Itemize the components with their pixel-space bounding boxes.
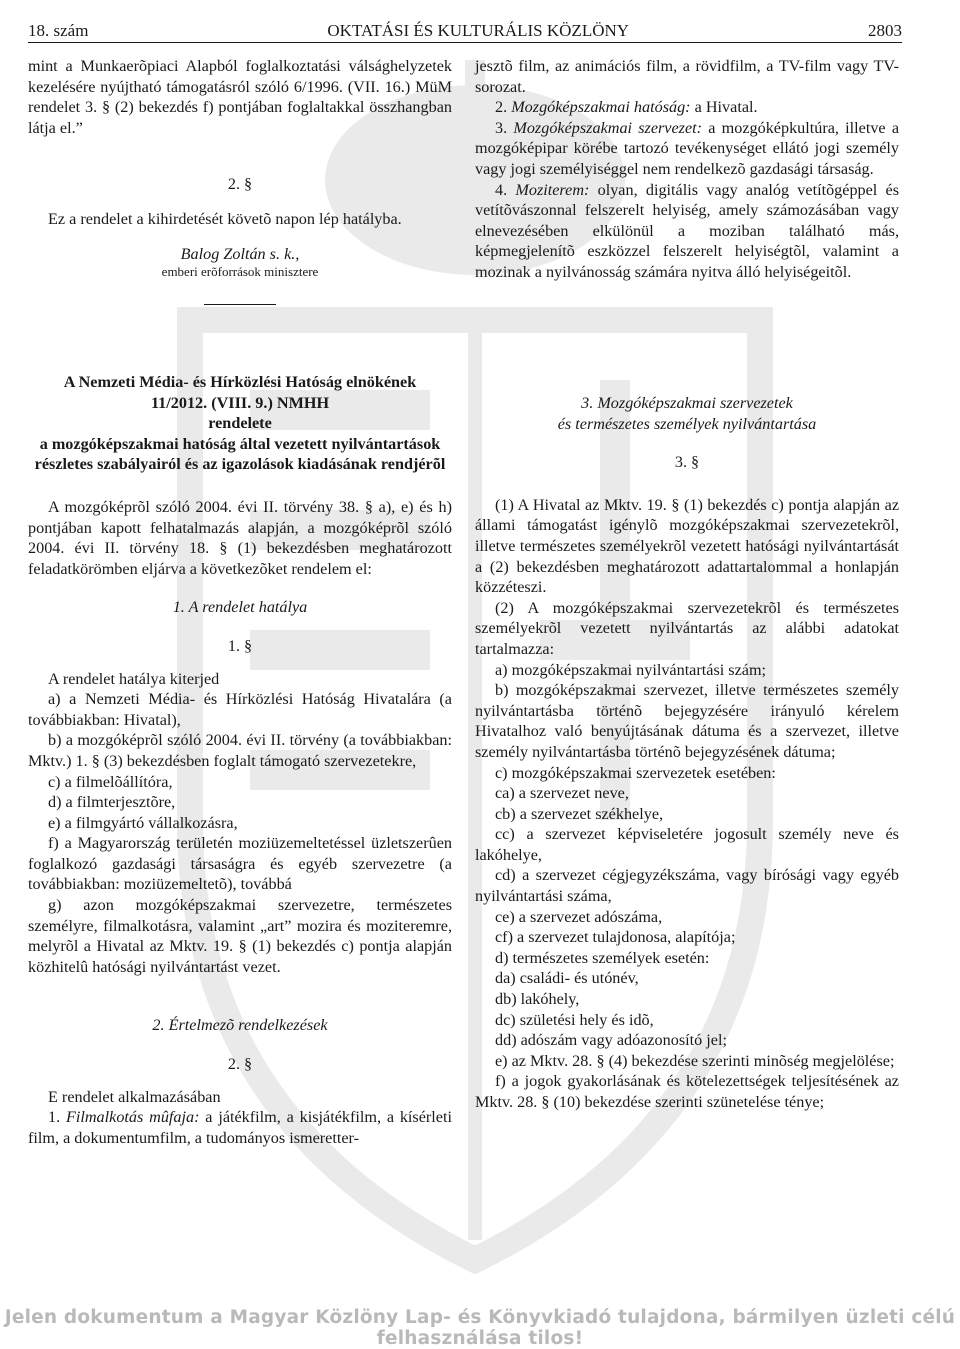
chapter-3-title-line-2: és természetes személyek nyilvántartása <box>557 414 817 433</box>
definition-3 <box>475 118 899 180</box>
definition-3-text: a mozgóképkultúra, illetve a mozgóképipar körébe tartozó tevékenységet ellátó jogi személy vagy jogi személyiséggel nem rendelkezõ gazdasági társaság. <box>475 118 900 178</box>
page-header <box>28 14 902 43</box>
section-1-heading: 1. § <box>227 636 253 655</box>
definition-continuation: jesztõ film, az animációs film, a rövidfilm, a TV-film vagy TV-sorozat. <box>475 57 899 96</box>
signer-title: emberi erõforrások minisztere <box>161 264 319 280</box>
section-3-item-cd: cd) a szervezet cégjegyzékszáma, vagy bírósági vagy egyéb nyilvántartási száma, <box>475 866 899 906</box>
definition-4-text: olyan, digitális vagy analóg vetítõgéppel és vetítõvászonnal felszerelt helyiség, amely számozásában vagy elnevezésében elkülönül a moziban található más, képmegjelenítõ eszközzel felszerelt helyiségtõl, valamint a mozinak a nyilvánosság számára nyitva álló helyiségeitõl. <box>475 180 900 281</box>
definition-4-term: Moziterem: <box>515 180 590 199</box>
page-number: 2803 <box>868 21 902 41</box>
definition-1-number: 1. <box>48 1108 66 1127</box>
separator-rule <box>204 304 276 305</box>
definition-2-text: a Hivatal. <box>690 98 758 117</box>
section-2-heading: 2. § <box>227 1055 253 1074</box>
section-3-item-dd: dd) adószám vagy adóazonosító jel; <box>495 1031 727 1050</box>
section-1-item-c: c) a filmelõállítóra, <box>48 772 173 791</box>
decree-title-line-1: A Nemzeti Média- és Hírközlési Hatóság elnökének <box>63 373 417 391</box>
section-3-item-b: b) mozgóképszakmai szervezet, illetve természetes személy nyilvántartásba történõ bejegyzésére irányuló kérelem Hivatalhoz való benyújtásának dátuma és a szervezet, illetve személy nyilvántartásba történõ bejegyzésének dátuma; <box>475 681 899 761</box>
journal-title: OKTATÁSI ÉS KULTURÁLIS KÖZLÖNY <box>327 21 630 41</box>
section-1-intro: A rendelet hatálya kiterjed <box>48 669 220 688</box>
section-3-item-cc: cc) a szervezet képviseletére jogosult személy neve és lakóhelye, <box>475 825 899 864</box>
section-3-item-cb: cb) a szervezet székhelye, <box>495 804 664 823</box>
section-1-item-e: e) a filmgyártó vállalkozásra, <box>48 813 238 832</box>
chapter-2-title: 2. Értelmezõ rendelkezések <box>152 1016 328 1035</box>
section-3-paragraph-1: (1) A Hivatal az Mktv. 19. § (1) bekezdés c) pontja alapján az állami támogatást igénylõ mozgóképszakmai szervezetekrõl, illetve természetes személyekrõl vezetett hatósági nyilvántartását a (2) bekezdésben meghatározott adattartalommal a honlapján közzéteszi. <box>475 495 899 597</box>
section-3-item-c: c) mozgóképszakmai szervezetek esetében: <box>495 763 776 782</box>
section-3-heading: 3. § <box>674 453 700 472</box>
section-3-paragraph-2: (2) A mozgóképszakmai szervezetekrõl és természetes személyekrõl vezetett nyilvántartás az alábbi adatokat tartalmazza: <box>475 598 899 658</box>
right-column-top <box>475 56 899 283</box>
definition-2-number: 2. <box>495 98 512 117</box>
chapter-3-title-line-1: 3. Mozgóképszakmai szervezetek <box>581 394 793 412</box>
entry-into-force-text: Ez a rendelet a kihirdetését követõ napon lép hatályba. <box>48 209 402 228</box>
decree-title-line-2: 11/2012. (VIII. 9.) NMHH <box>150 393 330 412</box>
section-1-item-g: g) azon mozgóképszakmai szervezetre, természetes személyre, filmalkotásra, valamint „art” mozira és moziteremre, melyrõl a Hivatal az Mktv. 19. § (1) bekezdés c) pontja alapján közhitelû hatósági nyilvántartást vezet. <box>28 896 452 976</box>
decree-title-line-4: a mozgóképszakmai hatóság által vezetett nyilvántartások részletes szabályairól és az igazolások kiadásának rendjérõl <box>34 434 446 474</box>
right-column-decree <box>475 393 899 1113</box>
section-1-item-a: a) a Nemzeti Média- és Hírközlési Hatóság Hivatalára (a továbbiakban: Hivatal), <box>28 690 452 729</box>
section-3-item-d: d) természetes személyek esetén: <box>495 948 710 967</box>
section-3-item-db: db) lakóhely, <box>495 990 580 1009</box>
section-heading: 2. § <box>227 175 253 194</box>
section-3-item-ce: ce) a szervezet adószáma, <box>495 907 663 926</box>
continuation-paragraph: mint a Munkaerõpiaci Alapból foglalkoztatási válsághelyzetek kezelésére nyújtható támogatásról szóló 6/1996. (VII. 16.) MüM rendelet 3. § (2) bekezdés f) pontjában foglaltakkal összhangban látja el.” <box>28 57 452 137</box>
issue-number: 18. szám <box>28 21 89 41</box>
section-3-item-e: e) az Mktv. 28. § (4) bekezdése szerinti minõség megjelölése; <box>495 1051 895 1070</box>
section-3-item-a: a) mozgóképszakmai nyilvántartási szám; <box>495 660 767 679</box>
definition-3-term: Mozgóképszakmai szervezet: <box>513 118 703 137</box>
section-3-item-cf: cf) a szervezet tulajdonosa, alapítója; <box>495 928 736 947</box>
section-1-item-d: d) a filmterjesztõre, <box>48 793 176 812</box>
definition-2-term: Mozgóképszakmai hatóság: <box>511 98 691 117</box>
decree-preamble: A mozgóképrõl szóló 2004. évi II. törvény 38. § a), e) és h) pontjában kapott felhatalmazás alapján, a mozgóképrõl szóló 2004. évi II. törvény 18. § (1) bekezdésben meghatározott feladatkörömben eljárva a következõket rendelem el: <box>28 497 452 578</box>
definition-1-term: Filmalkotás mûfaja: <box>65 1108 200 1127</box>
section-2-intro: E rendelet alkalmazásában <box>48 1087 221 1106</box>
section-1-item-f: f) a Magyarország területén moziüzemeltetéssel üzletszerûen foglalkozó gazdasági társaságra és egyéb szervezetre (a továbbiakban: moziüzemeltetõ), továbbá <box>28 834 452 894</box>
definition-4 <box>475 180 899 283</box>
section-3-item-f: f) a jogok gyakorlásának és kötelezettségek teljesítésének az Mktv. 28. § (10) bekezdése szerinti szünetelése ténye; <box>475 1072 899 1111</box>
left-column-top <box>28 56 452 305</box>
definition-3-number: 3. <box>495 118 514 137</box>
chapter-1-title: 1. A rendelet hatálya <box>172 598 308 617</box>
decree-title-line-3: rendelete <box>208 414 272 433</box>
section-3-item-dc: dc) születési hely és idõ, <box>495 1010 654 1029</box>
section-2-definition-1 <box>28 1107 452 1148</box>
definition-2 <box>475 97 899 118</box>
footer-watermark-text: Jelen dokumentum a Magyar Közlöny Lap- és Könyvkiadó tulajdona, bármilyen üzleti célú felhasználása tilos! <box>4 1307 956 1349</box>
signer-name: Balog Zoltán s. k., <box>180 244 300 263</box>
section-1-item-b: b) a mozgóképrõl szóló 2004. évi II. törvény (a továbbiakban: Mktv.) 1. § (3) bekezdésben foglalt támogató szervezetekre, <box>28 731 452 770</box>
definition-1-text: a játékfilm, a kisjátékfilm, a kísérleti film, a dokumentumfilm, a tudományos ismeretter- <box>28 1108 452 1147</box>
section-3-item-ca: ca) a szervezet neve, <box>495 784 629 803</box>
left-column-decree <box>28 372 452 1148</box>
definition-4-number: 4. <box>495 180 516 199</box>
section-3-item-da: da) családi- és utónév, <box>495 969 639 988</box>
